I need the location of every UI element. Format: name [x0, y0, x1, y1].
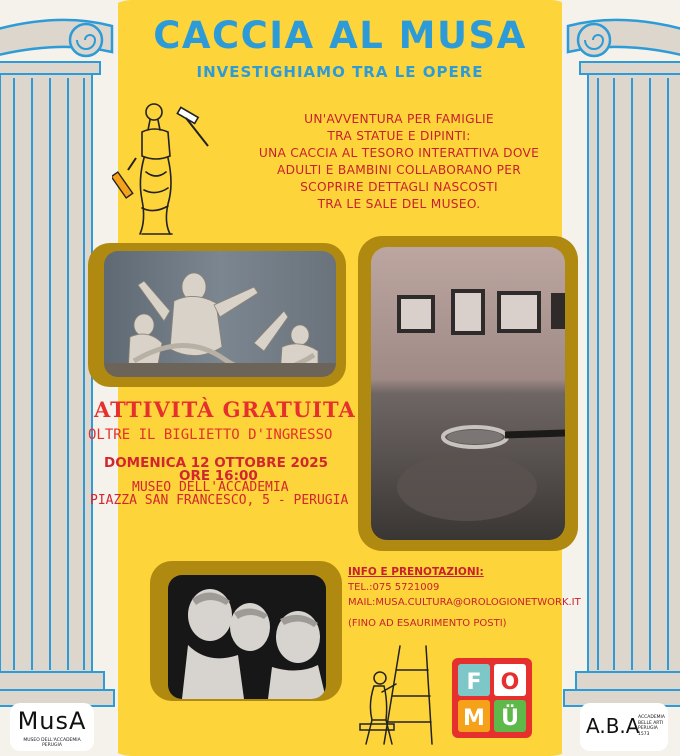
aba-logo-text: A.B.A: [586, 714, 640, 738]
intro-line: TRA STATUE E DIPINTI:: [327, 129, 471, 143]
intro-text: [222, 111, 576, 213]
info-heading: INFO E PRENOTAZIONI:: [348, 566, 484, 578]
musa-logo-subtext: MUSEO DELL'ACCADEMIA PERUGIA: [23, 738, 81, 748]
event-date: DOMENICA 12 OTTOBRE 2025: [104, 455, 329, 471]
event-address: PIAZZA SAN FRANCESCO, 5 - PERUGIA: [90, 493, 349, 508]
intro-line: UNA CACCIA AL TESORO INTERATTIVA DOVE: [258, 146, 540, 160]
info-phone: TEL.:075 5721009: [348, 582, 440, 593]
right-column-illustration: [562, 0, 680, 756]
fomu-logo: [452, 658, 532, 738]
laocoon-sculpture-photo: [104, 251, 336, 377]
poster-title: CACCIA AL MUSA: [153, 14, 527, 57]
event-venue: MUSEO DELL'ACCADEMIA: [132, 480, 289, 495]
fomu-letter-u: Ü: [501, 706, 519, 731]
intro-line: TRA LE SALE DEL MUSEO.: [317, 197, 481, 211]
aba-logo: [580, 703, 668, 751]
musa-logo: [10, 703, 94, 751]
event-time: ORE 16:00: [179, 468, 258, 484]
fomu-letter-f: F: [466, 670, 482, 695]
fomu-letter-m: M: [463, 706, 485, 731]
aba-logo-subtext: ACCADEMIA BELLE ARTI PERUGIA 1573: [638, 715, 665, 737]
fomu-letter-o: O: [500, 670, 520, 695]
three-graces-sculpture-photo: [168, 575, 326, 699]
intro-line: SCOPRIRE DETTAGLI NASCOSTI: [300, 180, 498, 194]
poster-subtitle: INVESTIGHIAMO TRA LE OPERE: [196, 63, 484, 81]
intro-line: UN'AVVENTURA PER FAMIGLIE: [304, 112, 494, 126]
intro-line: ADULTI E BAMBINI COLLABORANO PER: [276, 163, 522, 177]
painter-easel-icon: [356, 640, 440, 748]
info-note: (FINO AD ESAURIMENTO POSTI): [348, 618, 507, 629]
musa-logo-text: MusA: [17, 707, 87, 735]
info-mail: MAIL:MUSA.CULTURA@OROLOGIONETWORK.IT: [348, 597, 581, 608]
free-activity-title: ATTIVITÀ GRATUITA: [94, 397, 356, 422]
free-activity-subtitle: OLTRE IL BIGLIETTO D'INGRESSO: [88, 427, 333, 443]
gallery-magnifying-glass-photo: [371, 247, 565, 540]
venus-statue-icon: [112, 100, 216, 238]
